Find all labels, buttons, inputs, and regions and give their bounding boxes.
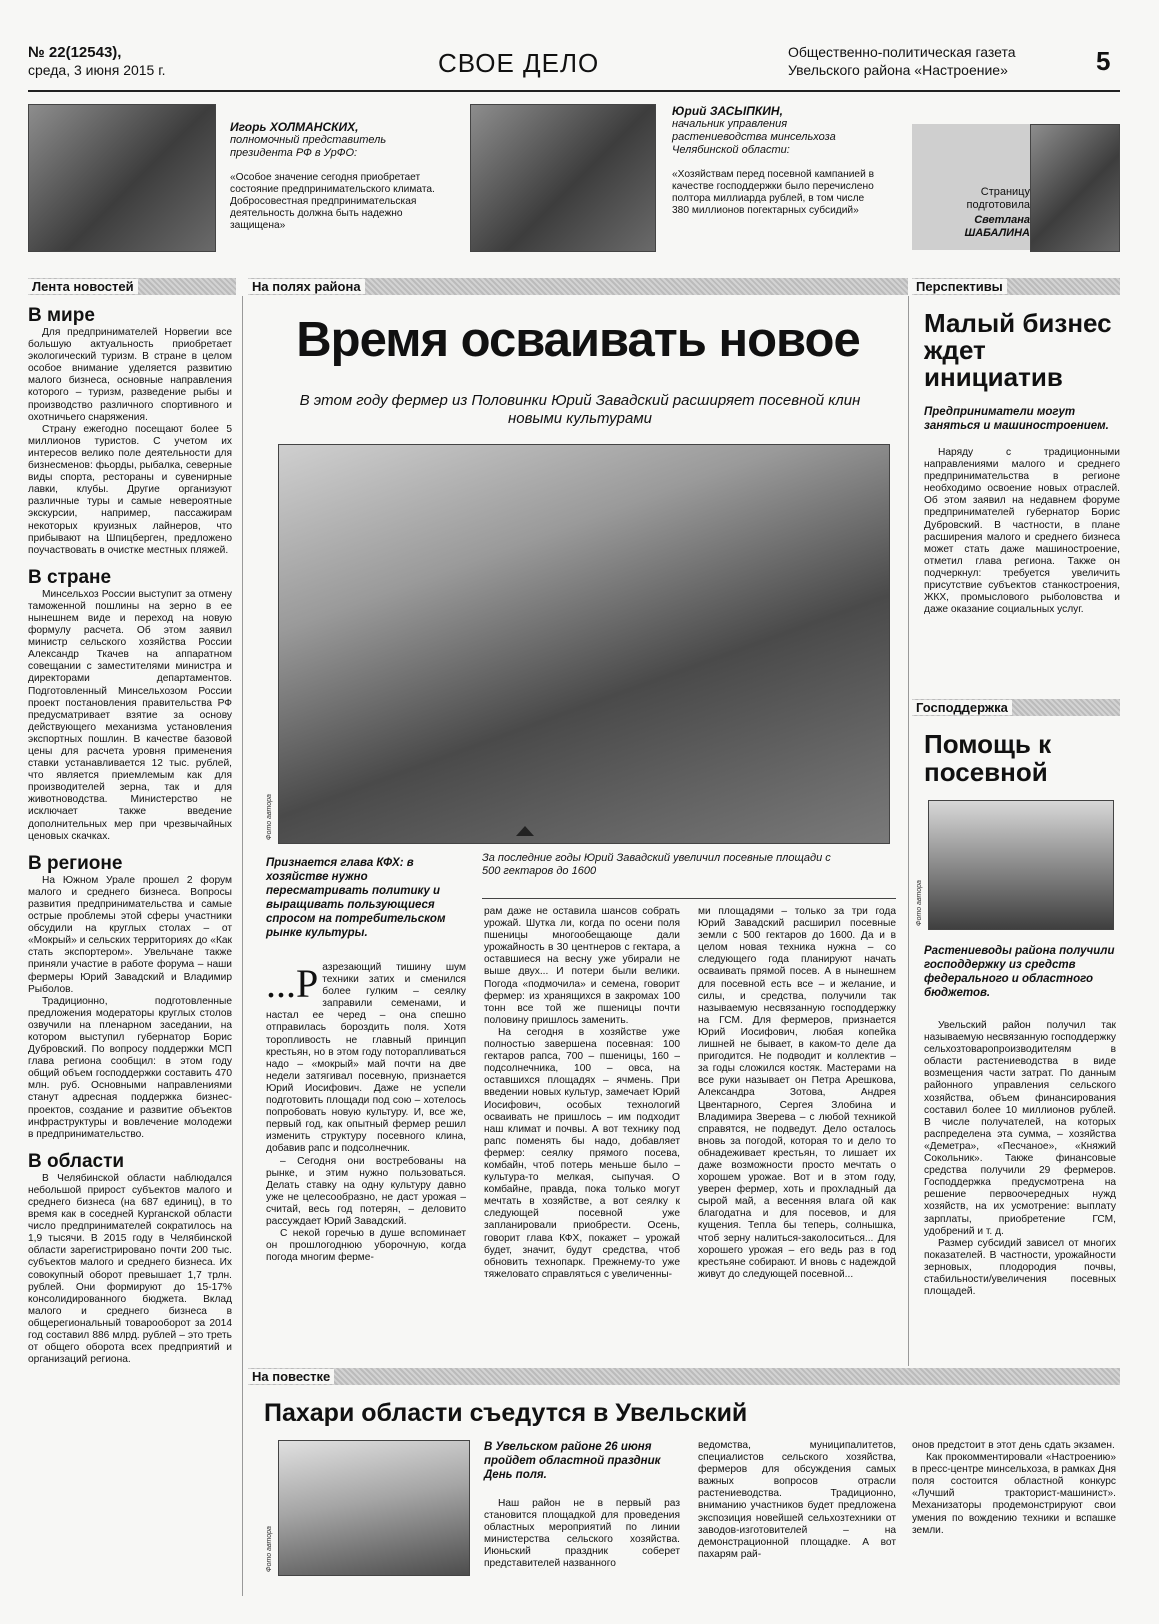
tractor-photo-credit: Фото автора — [916, 880, 923, 926]
column-divider — [242, 296, 243, 1596]
news-section-oblast — [28, 1151, 232, 1367]
news-paragraph: Традиционно, подготовленные предложения модераторы круглых столов озвучили на пленарном заседании, на котором выступил губернатор Борис Дубровский. По вопросу поддержки МСП глава региона сообщил: в этом году общий объем господдержки составить 470 млн. руб. Основными направлениями станут адресная поддержка бизнес-проектов, создание и развитие объектов инфраструктуры и вовлечение молодежи в предпринимательство. — [28, 995, 232, 1140]
news-section-country — [28, 567, 232, 843]
masthead — [28, 44, 1120, 86]
main-article-top-rule — [482, 898, 896, 899]
bottom-photo — [278, 1440, 470, 1576]
column-divider — [908, 296, 909, 1366]
right-article-1 — [924, 310, 1120, 616]
news-feed-column — [28, 305, 232, 1605]
quote-author-name: Юрий ЗАСЫПКИН, — [672, 104, 783, 118]
dropcap: ...Р — [266, 962, 319, 1006]
bottom-col3 — [912, 1440, 1116, 1537]
article-paragraph: На сегодня в хозяйстве уже полностью завершена посевная: 100 гектаров рапса, 700 – пшеницы, 160 – подсолнечника, 100 – овса, на оставшихся площадях – ячмень. При введении новых культур, замечает Юрий Иосифович, особых технологий осваивать не пришлось – им подходит наш климат и почвы. А вот технику под рапс поменять бы надо, добавляет фермер: сеялку прямого посева, комбайн, чтоб потерь меньше было – культура-то мелкая, сыпучая. О комбайне, правда, пока только могут мечтать в хозяйстве, а вот сеялку к следующей посевной уже запланировали приобрести. Осень, говорит глава КФХ, покажет – урожай будет, значит, будут средства, чтоб обновить технопарк. Прежнему-то уже тяжеловато справляться с увеличенны- — [484, 1026, 680, 1280]
quote-author-role: начальник управления растениеводства минсельхоза Челябинской области: — [672, 118, 836, 156]
rubric-bar-perspectives — [912, 278, 1120, 295]
paper-title-line2: Увельского района «Настроение» — [788, 62, 1008, 78]
issue-number: № 22(12543), — [28, 44, 122, 61]
article-paragraph: онов предстоит в этот день сдать экзамен. — [912, 1440, 1115, 1451]
news-section-world — [28, 305, 232, 557]
right-article-paragraph: Наряду с традиционными направлениями малого и среднего предпринимательства в регионе необходимо освоение новых отраслей. Об этом заявил на недавнем форуме предпринимателей губернатор Борис Дубровский. В частности, в плане расширения малого и среднего бизнеса может стать даже машиностроение, отметил глава региона. Также он подчеркнул: требуется увеличить присутствие субъектов станкостроения, ЖКХ, промыслового рыболовства и даже оказание социальных услуг. — [924, 447, 1120, 616]
rubric-bar-agenda — [248, 1368, 1120, 1385]
page-editor-label: Страницу подготовила — [966, 186, 1030, 211]
news-section-title: В мире — [28, 305, 95, 326]
main-photo — [278, 444, 890, 844]
news-paragraph: Минсельхоз России выступит за отмену таможенной пошлины на зерно в ее нынешнем виде и переход на новую формулу расчета. Об этом заявил министр сельского хозяйства России Александр Ткачев на аппаратном совещании с заместителями министра и директорами департаментов. Подготовленный Минсельхозом России проект постановления правительства РФ предусматривает взятие за основу действующего механизма установления экспортных пошлин. В качестве базовой цены для расчета уровня применения ставки устанавливается 12 тыс. рублей, что является приемлемым как для производителей зерна, так и для животноводства. Министерство не исключает также введение дополнительных мер при чрезвычайных ценовых скачках. — [28, 588, 232, 842]
section-name: СВОЕ ДЕЛО — [438, 48, 600, 78]
quote-text: «Особое значение сегодня приобретает состояние предпринимательского климата. Добросовестная предпринимательская деятельность должна быть надежно защищена» — [230, 172, 435, 231]
main-lead: В этом году фермер из Половинки Юрий Завадский расширяет посевной клин новыми культурами — [299, 392, 861, 427]
portrait-shabalina — [1030, 124, 1120, 252]
article-paragraph: – Сегодня они востребованы на рынке, и этим нужно пользоваться. Делать ставку на одну культуру давно уже не целесообразно, не даст урожая – считай, весь год потерян, – деловито рассуждает Юрий Завадский. — [266, 1155, 466, 1227]
right-article-2-headline: Помощь к посевной — [924, 729, 1052, 787]
tractor-photo — [928, 800, 1114, 930]
rubric-label: Господдержка — [912, 700, 1012, 715]
page-editor-box — [912, 124, 1120, 250]
rubric-label: На повестке — [248, 1369, 334, 1384]
main-photo-credit: Фото автора — [266, 794, 273, 840]
main-article-col3 — [698, 906, 896, 1346]
rubric-bar-state-support — [912, 699, 1120, 716]
quote-author-role: полномочный представитель президента РФ в УрФО: — [230, 134, 387, 159]
news-paragraph: В Челябинской области наблюдался небольшой прирост субъектов малого и среднего бизнеса (на 687 единиц), в то время как в соседней Курганской области число предпринимателей сократилось на 1,9 тысячи. В 2015 году в Челябинской области зарегистрировано почти 200 тыс. субъектов малого и среднего бизнеса. Их совокупный оборот превышает 1,7 трлн. рублей. Они формируют до 15-17% консолидированного бюджета. Вклад малого и среднего бизнеса в общерегиональный товарооборот за 2014 год составил 886 млрд. рублей – это треть от общего оборота всех предприятий и организаций региона. — [28, 1172, 232, 1366]
rubric-bar-news — [28, 278, 236, 295]
article-paragraph: рам даже не оставила шансов собрать урожай. Шутка ли, когда по осени поля пшеницы многообещающе дали урожайность в 30 центнеров с гектара, а оставшиеся на весну уже убирали не выше двух... И потери были велики. Погода «подмочила» и семена, говорит фермер: из хранящихся в закромах 100 тонн все той же пшеницы почти половину пришлось заменить. — [484, 906, 680, 1026]
portrait-zasypkin — [470, 104, 656, 252]
article-paragraph: С некой горечью в душе вспоминает он прошлогоднюю уборочную, когда погода многим ферме- — [266, 1228, 466, 1264]
main-pull-quote: Признается глава КФХ: в хозяйстве нужно пересматривать политику и выращивать пользующиеся спросом на потребительском рынке культуры. — [266, 857, 446, 939]
bottom-lead: В Увельском районе 26 июня пройдет областной праздник День поля. — [484, 1441, 661, 1481]
article-paragraph: Как прокомментировали «Настроению» в пресс-центре минсельхоза, в рамках Дня поля состоится областной конкурс «Лучший тракторист-машинист». Механизаторы продемонстрируют свои умения по вождению техники и вспашке земли. — [912, 1452, 1116, 1536]
main-article-col1 — [266, 962, 466, 1344]
main-photo-caption: За последние годы Юрий Завадский увеличил посевные площади с 500 гектаров до 1600 — [482, 852, 831, 877]
page-editor-last-name: ШАБАЛИНА — [964, 227, 1030, 239]
news-paragraph: Для предпринимателей Норвегии все большую актуальность приобретает экологический туризм. В стране в целом особое внимание уделяется развитию малого бизнеса, основные направления которого – туризм, разведение рыбы и производство различного спортивного и охотничьего снаряжения. — [28, 327, 232, 423]
news-section-title: В области — [28, 1150, 125, 1172]
quote-author-name: Игорь ХОЛМАНСКИХ, — [230, 120, 359, 134]
quote-block-1 — [230, 120, 440, 232]
article-paragraph: ведомства, муниципалитетов, специалистов сельского хозяйства, фермеров для обсуждения самых важных вопросов отрасли растениеводства. Традиционно, вниманию участников будет предложена экспозиция новейшей сельхозтехники от заводов-изготовителей – на демонстрационной площадке. А вот пахарям рай- — [698, 1440, 896, 1560]
paper-title-line1: Общественно-политическая газета — [788, 44, 1016, 60]
article-paragraph: ми площадями – только за три года Юрий Завадский расширил посевные земли с 500 гектаров до 1600. Да и в целом новая техника нужна – со следующего года планируют начать осваивать прямой посев. А в нынешнем для посевной есть все – и желание, и силы, и средства, получили так называемую несвязанную господдержку на ГСМ. Для фермеров, признается Юрий Иосифович, любая копейка лишней не бывает, в каком-то деле да пригодится. Не подводит и коллектив – за годы сложился костяк. Мастерами на все руки называет он Петра Арешкова, Александра Зотова, Андрея Цвентарного, Сергея Злобина и Владимира Зверева – с любой техникой справятся, не подведут. Дело осталось вновь за погодой, которая то и дело то обнадеживает крестьян, то лишает их даже возможности просто мечтать о хорошем урожае. Вот и в этом году, уверен фермер, хоть и прохладный да сырой май, а весенняя влага ой как благодатна и для посевов, и для кущения. Тепла бы теперь, солнышка, чтоб зерну налиться-заколоситься... Для хорошего урожая – его ведь раз в год крестьяне собирают. И вновь с надеждой живут до следующей посевной... — [698, 906, 896, 1280]
page-number: 5 — [1096, 46, 1111, 76]
bottom-col1 — [484, 1498, 680, 1571]
rubric-label: На полях района — [248, 279, 365, 294]
header-rule — [28, 90, 1120, 92]
news-section-region — [28, 853, 232, 1141]
quote-text: «Хозяйствам перед посевной кампанией в качестве господдержки было перечислено полтора миллиарда рублей, в том числе 380 миллионов погектарных субсидий» — [672, 169, 875, 216]
right-article-headline: Малый бизнес ждет инициатив — [924, 308, 1112, 392]
rubric-bar-fields — [248, 278, 908, 295]
article-paragraph: Наш район не в первый раз становится площадкой для проведения областных мероприятий по линии министерства сельского хозяйства. Июньский праздник соберет представителей названного — [484, 1498, 680, 1570]
right-article-2-lead: Растениеводы района получили господдержку из средств федерального и областного бюджетов. — [924, 945, 1115, 999]
right-article-lead: Предприниматели могут заняться и машиностроением. — [924, 406, 1109, 432]
right-article-2-body — [924, 1020, 1116, 1340]
caption-marker-icon — [516, 826, 534, 836]
page-editor-first-name: Светлана — [974, 214, 1030, 226]
rubric-label: Лента новостей — [28, 279, 138, 294]
news-section-title: В стране — [28, 566, 112, 588]
news-paragraph: На Южном Урале прошел 2 форум малого и среднего бизнеса. Вопросы развития предпринимательства и самые острые проблемы этой сферы участники обсудили на круглых столах – от «Мокрый» и сельских территориях до «Как стать экспортером». Увельчане также приняли участие в работе форума – наши фермеры Юрий Завадский и Владимир Рыболов. — [28, 874, 232, 995]
quote-block-2 — [672, 104, 882, 217]
news-section-title: В регионе — [28, 852, 123, 874]
main-article-col2 — [484, 906, 680, 1346]
bottom-headline: Пахари области съедутся в Увельский — [264, 1399, 748, 1427]
rubric-label: Перспективы — [912, 279, 1007, 294]
main-headline: Время осваивать новое — [296, 313, 860, 367]
right-article-paragraph: Увельский район получил так называемую несвязанную господдержку сельхозтоваропроизводителям в области растениеводства в виде возмещения части затрат. По данным районного управления сельского хозяйства, объем финансирования составил более 10 миллионов рублей. В числе получателей, на которых распределена эта сумма, – хозяйства «Деметра», «Песчаное», «Княжий Сокольник». Также финансовые средства получили 29 фермеров. Господдержка предусмотрена на решение первоочередных нужд хозяйств, на их усмотрение: выплату зарплаты, приобретение ГСМ, удобрений и т. д. — [924, 1020, 1116, 1237]
portrait-kholmanskikh — [28, 104, 216, 252]
right-article-paragraph: Размер субсидий зависел от многих показателей. В частности, урожайности зерновых, плодородия почвы, стабильности/увеличения посевных площадей. — [924, 1237, 1116, 1298]
bottom-col2 — [698, 1440, 896, 1561]
article-paragraph: азрезающий тишину шум техники затих и сменился более гулким – сеялку заправили семенами, и настал ее черед – она спешно отправилась бороздить поля. Хотя торопливость не главный принцип крестьян, но в этом году поторапливаться надо – «мокрый» май почти на две недели затягивал посевную, признается Юрий Иосифович. Даже не успели подготовить площади под сою – хотелось попробовать новую культуру. И, все же, первый год, как опытный фермер решил изменить структуру посевного клина, добавив рапс и подсолнечник. — [266, 962, 466, 1155]
news-paragraph: Страну ежегодно посещают более 5 миллионов туристов. С учетом их интересов велико поле деятельности для бизнесменов: фьорды, рыбалка, северные виды спорта, рестораны и сувенирные лавки, клубы. Другие организуют различные туры и самые невероятные экскурсии, например, пассажирам некоторых круизных лайнеров, что прибывают на Шпицберген, предложено поучаствовать в очистке местных пляжей. — [28, 423, 232, 556]
issue-date: среда, 3 июня 2015 г. — [28, 62, 166, 78]
bottom-photo-credit: Фото автора — [266, 1526, 273, 1572]
